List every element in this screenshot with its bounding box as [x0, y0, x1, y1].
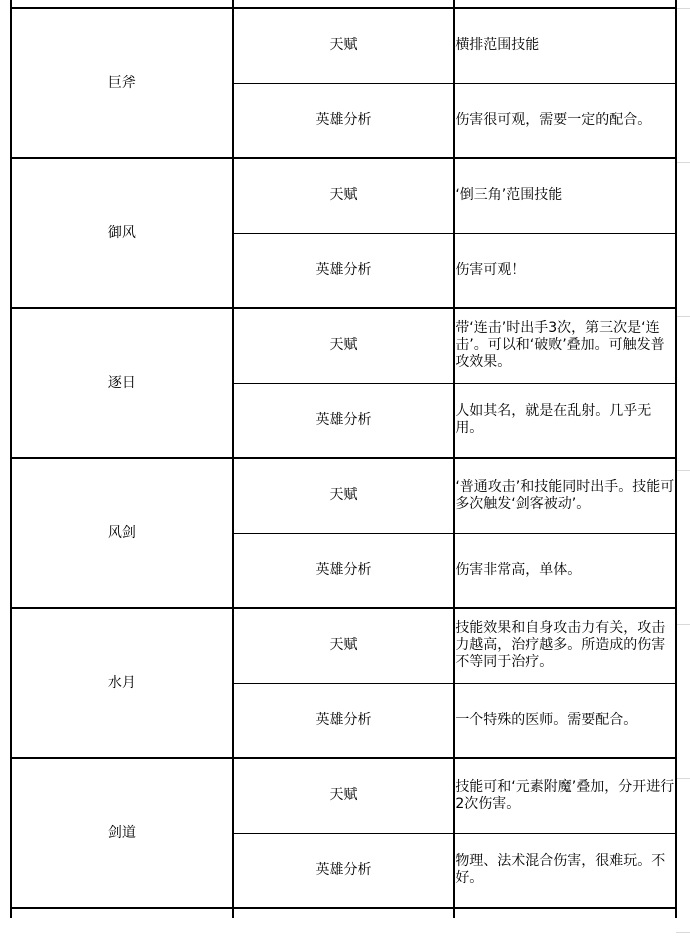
table-row: [11, 608, 676, 683]
analysis-label-cell[interactable]: 英雄分析: [233, 83, 455, 158]
hero-name-cell[interactable]: 风剑: [11, 458, 233, 608]
gridline: [676, 932, 690, 933]
analysis-label-cell[interactable]: 英雄分析: [233, 683, 455, 758]
table-row: [11, 458, 676, 533]
table-row: [11, 908, 676, 918]
analysis-desc-cell[interactable]: 伤害很可观，需要一定的配合。: [454, 83, 676, 158]
hero-name-cell[interactable]: 逐日: [11, 308, 233, 458]
table-row: [11, 8, 676, 83]
table-cell[interactable]: [233, 908, 455, 918]
table-cell[interactable]: [233, 0, 455, 8]
talent-label-cell[interactable]: 天赋: [233, 458, 455, 533]
hero-name-cell[interactable]: 水月: [11, 608, 233, 758]
table-row: [11, 308, 676, 383]
analysis-label-cell[interactable]: 英雄分析: [233, 833, 455, 908]
table-row: [11, 0, 676, 8]
talent-label-cell[interactable]: 天赋: [233, 158, 455, 233]
analysis-label-cell[interactable]: 英雄分析: [233, 533, 455, 608]
analysis-desc-cell[interactable]: 一个特殊的医师。需要配合。: [454, 683, 676, 758]
gridline: [676, 162, 690, 163]
talent-desc-cell[interactable]: ‘普通攻击’和技能同时出手。技能可多次触发‘剑客被动’。: [454, 458, 676, 533]
hero-name-cell[interactable]: 御风: [11, 158, 233, 308]
gridline: [676, 778, 690, 779]
table-cell[interactable]: [11, 0, 233, 8]
table-cell[interactable]: [11, 908, 233, 918]
analysis-desc-cell[interactable]: 伤害非常高，单体。: [454, 533, 676, 608]
talent-desc-cell[interactable]: 技能可和‘元素附魔’叠加，分开进行2次伤害。: [454, 758, 676, 833]
table-cell[interactable]: [454, 908, 676, 918]
hero-name-cell[interactable]: 剑道: [11, 758, 233, 908]
talent-label-cell[interactable]: 天赋: [233, 308, 455, 383]
table-row: [11, 758, 676, 833]
talent-label-cell[interactable]: 天赋: [233, 8, 455, 83]
hero-talent-table: [10, 0, 677, 918]
table-row: [11, 158, 676, 233]
talent-desc-cell[interactable]: ‘倒三角’范围技能: [454, 158, 676, 233]
gridline: [676, 8, 690, 9]
talent-label-cell[interactable]: 天赋: [233, 608, 455, 683]
gridline: [676, 624, 690, 625]
talent-label-cell[interactable]: 天赋: [233, 758, 455, 833]
talent-desc-cell[interactable]: 带‘连击’时出手3次，第三次是‘连击’。可以和‘破败’叠加。可触发普攻效果。: [454, 308, 676, 383]
table-cell[interactable]: [454, 0, 676, 8]
analysis-label-cell[interactable]: 英雄分析: [233, 233, 455, 308]
analysis-desc-cell[interactable]: 人如其名，就是在乱射。几乎无用。: [454, 383, 676, 458]
talent-desc-cell[interactable]: 技能效果和自身攻击力有关，攻击力越高，治疗越多。所造成的伤害不等同于治疗。: [454, 608, 676, 683]
hero-name-cell[interactable]: 巨斧: [11, 8, 233, 158]
analysis-desc-cell[interactable]: 伤害可观！: [454, 233, 676, 308]
analysis-label-cell[interactable]: 英雄分析: [233, 383, 455, 458]
analysis-desc-cell[interactable]: 物理、法术混合伤害，很难玩。不好。: [454, 833, 676, 908]
gridline: [676, 470, 690, 471]
talent-desc-cell[interactable]: 横排范围技能: [454, 8, 676, 83]
gridline: [676, 316, 690, 317]
